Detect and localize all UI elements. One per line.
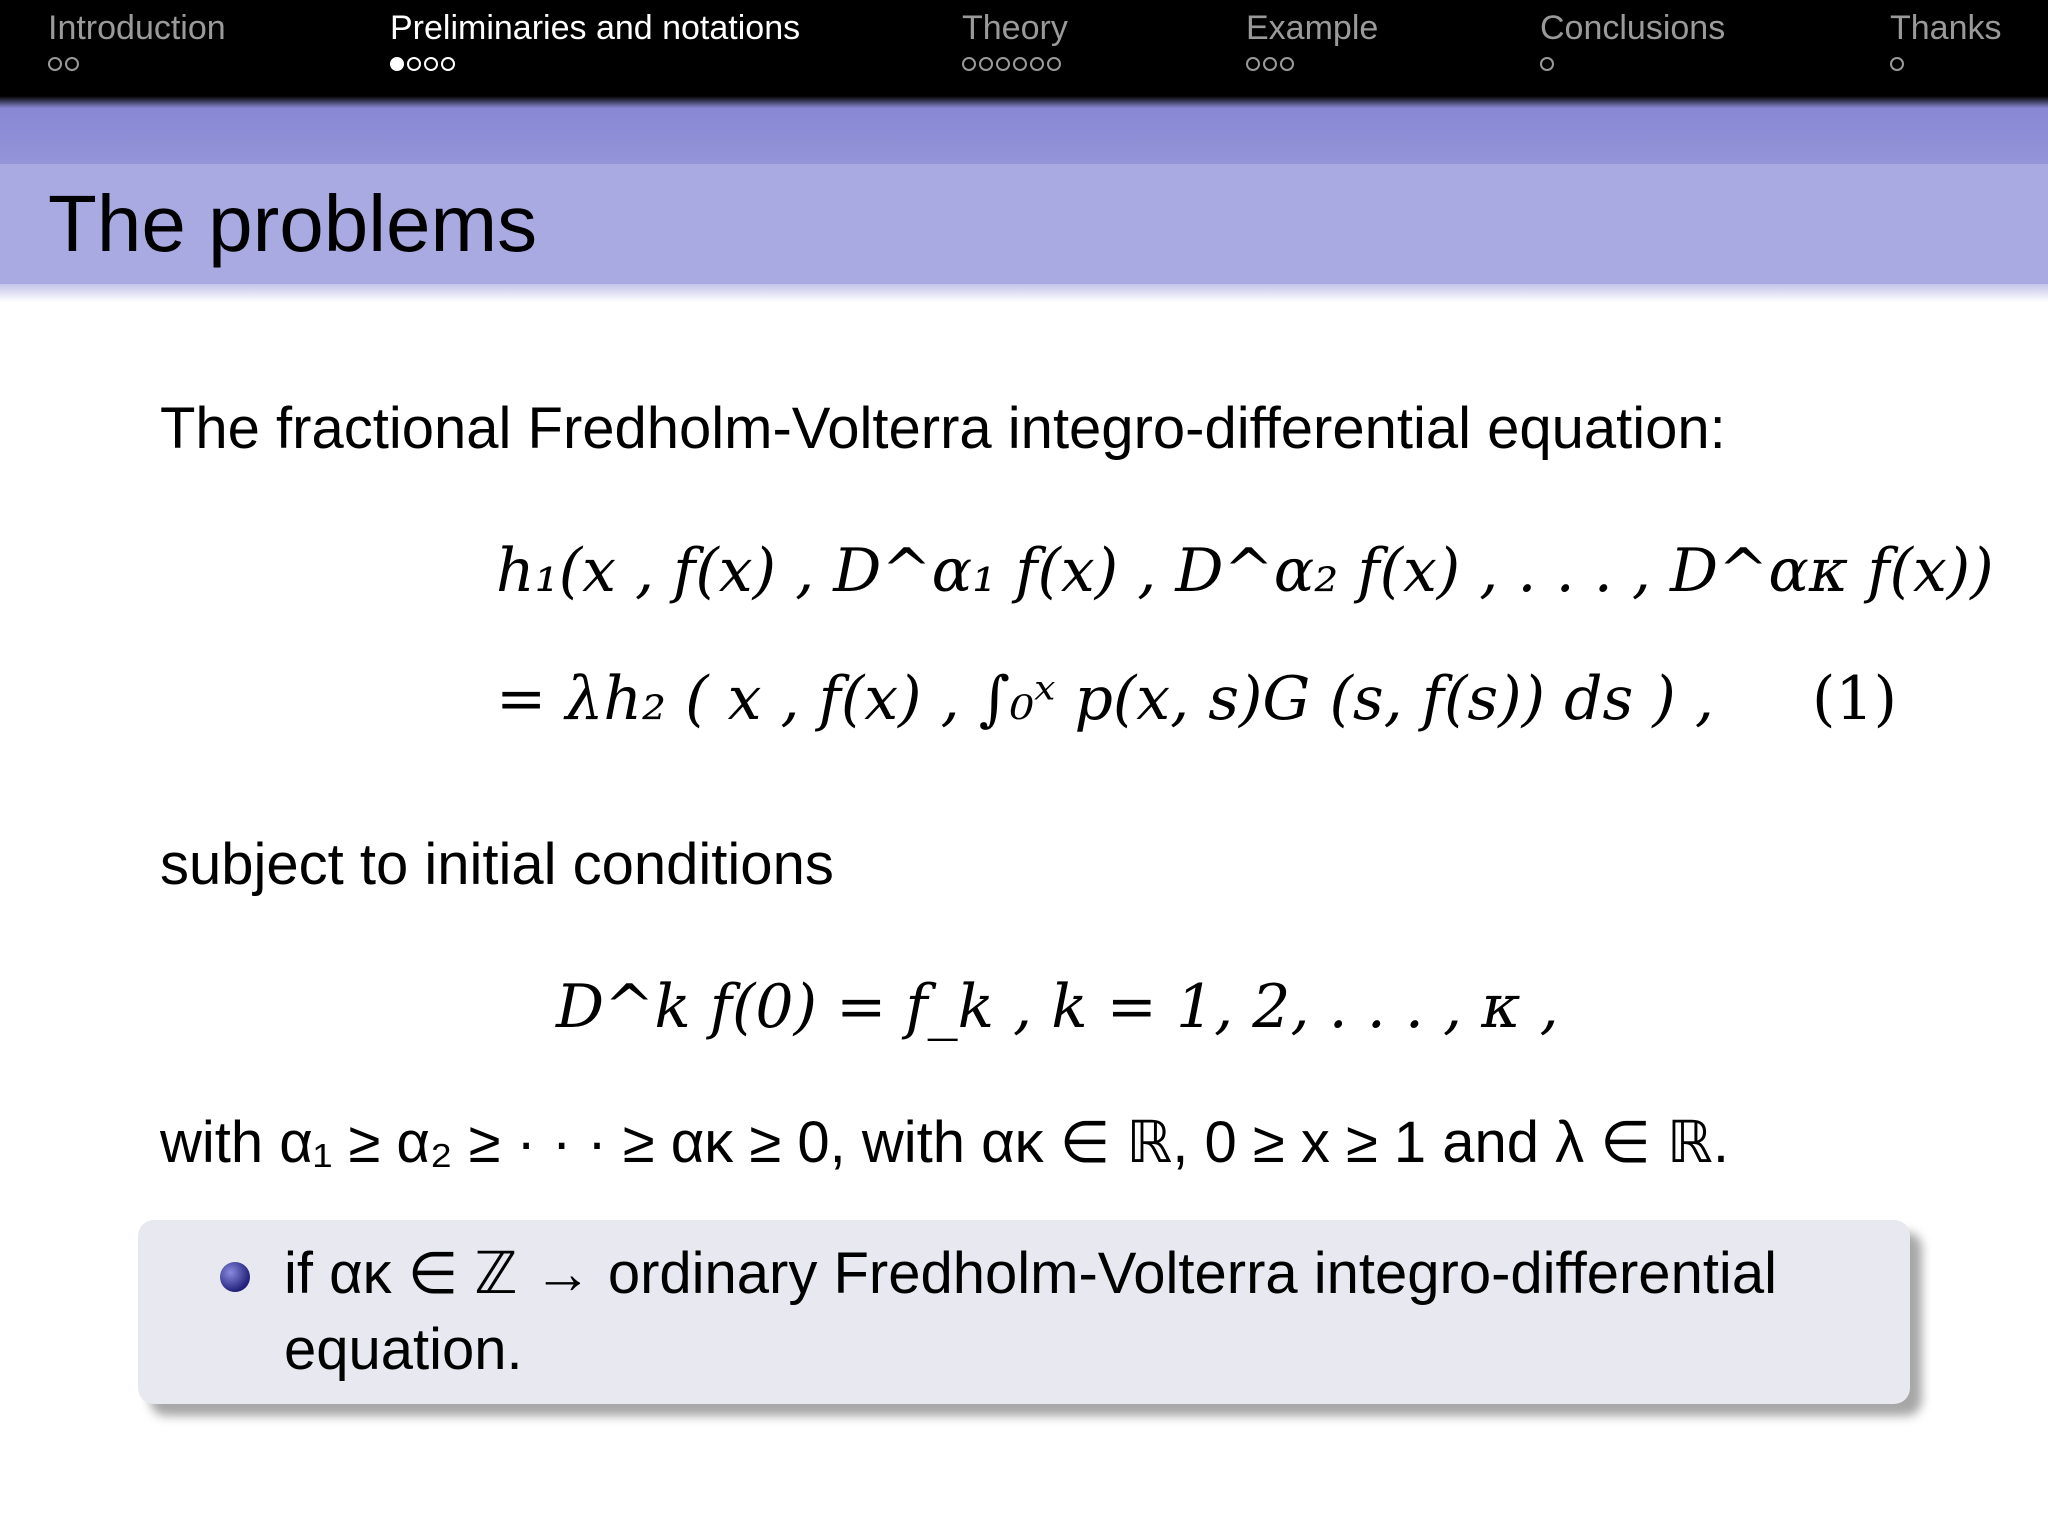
- slide-title: The problems: [48, 179, 538, 268]
- with-conditions-text: with α₁ ≥ α₂ ≥ · · · ≥ ακ ≥ 0, with ακ ∈ ℝ, 0 ≥ x ≥ 1 and λ ∈ ℝ.: [160, 1110, 1729, 1175]
- slide-dot[interactable]: [1013, 57, 1027, 71]
- nav-progress-dots: [1246, 52, 1378, 76]
- slide-dot[interactable]: [441, 57, 455, 71]
- section-navigation-bar: [0, 0, 2048, 96]
- nav-section-preliminaries[interactable]: [390, 8, 800, 76]
- header-band: [0, 108, 2048, 164]
- slide-dot[interactable]: [1890, 57, 1904, 71]
- slide-dot[interactable]: [1280, 57, 1294, 71]
- nav-section-conclusions[interactable]: [1540, 8, 1725, 76]
- slide-dot[interactable]: [407, 57, 421, 71]
- slide-dot[interactable]: [1047, 57, 1061, 71]
- block-text: [284, 1236, 1777, 1388]
- block-line-1: if ακ ∈ ℤ → ordinary Fredholm-Volterra integro-differential: [284, 1241, 1777, 1306]
- slide-dot[interactable]: [1263, 57, 1277, 71]
- initial-conditions-text: D^k f(0) = f_k , k = 1, 2, . . . , κ ,: [556, 972, 1559, 1042]
- slide-dot[interactable]: [48, 57, 62, 71]
- slide-dot[interactable]: [996, 57, 1010, 71]
- slide-dot[interactable]: [65, 57, 79, 71]
- nav-label[interactable]: Thanks: [1890, 9, 2002, 47]
- equation-line-2: [496, 664, 1714, 734]
- nav-progress-dots: [48, 52, 226, 76]
- nav-label[interactable]: Preliminaries and notations: [390, 9, 801, 47]
- slide-dot[interactable]: [979, 57, 993, 71]
- subject-text: subject to initial conditions: [160, 832, 834, 897]
- nav-section-thanks[interactable]: [1890, 8, 2002, 76]
- equation-number: (1): [1812, 664, 1897, 734]
- nav-section-introduction[interactable]: [48, 8, 226, 76]
- equation-line-1: [496, 536, 1994, 606]
- nav-label[interactable]: Example: [1246, 9, 1379, 47]
- initial-conditions-equation: [556, 972, 1559, 1042]
- slide-dot[interactable]: [1030, 57, 1044, 71]
- slide-dot-current[interactable]: [390, 57, 404, 71]
- equation-1-line-1-text: h₁(x , f(x) , D^α₁ f(x) , D^α₂ f(x) , . . . , D^ακ f(x)): [496, 536, 1994, 606]
- intro-text: The fractional Fredholm-Volterra integro-differential equation:: [160, 396, 1726, 461]
- slide-dot[interactable]: [1246, 57, 1260, 71]
- slide-dot[interactable]: [424, 57, 438, 71]
- block-line-2: equation.: [284, 1317, 523, 1382]
- equation-1-line-2-text: = λh₂ ( x , f(x) , ∫₀ˣ p(x, s)G (s, f(s)) ds ) ,: [496, 664, 1714, 734]
- nav-progress-dots: [962, 52, 1068, 76]
- bullet-icon: [220, 1262, 250, 1292]
- nav-label[interactable]: Introduction: [48, 9, 226, 47]
- nav-label[interactable]: Conclusions: [1540, 9, 1726, 47]
- slide-dot[interactable]: [962, 57, 976, 71]
- nav-progress-dots: [1890, 52, 2002, 76]
- nav-progress-dots: [1540, 52, 1725, 76]
- title-bar-shadow: [0, 284, 2048, 302]
- slide-dot[interactable]: [1540, 57, 1554, 71]
- nav-section-theory[interactable]: [962, 8, 1068, 76]
- nav-section-example[interactable]: [1246, 8, 1378, 76]
- nav-label[interactable]: Theory: [962, 9, 1068, 47]
- nav-gradient: [0, 96, 2048, 108]
- nav-progress-dots: [390, 52, 800, 76]
